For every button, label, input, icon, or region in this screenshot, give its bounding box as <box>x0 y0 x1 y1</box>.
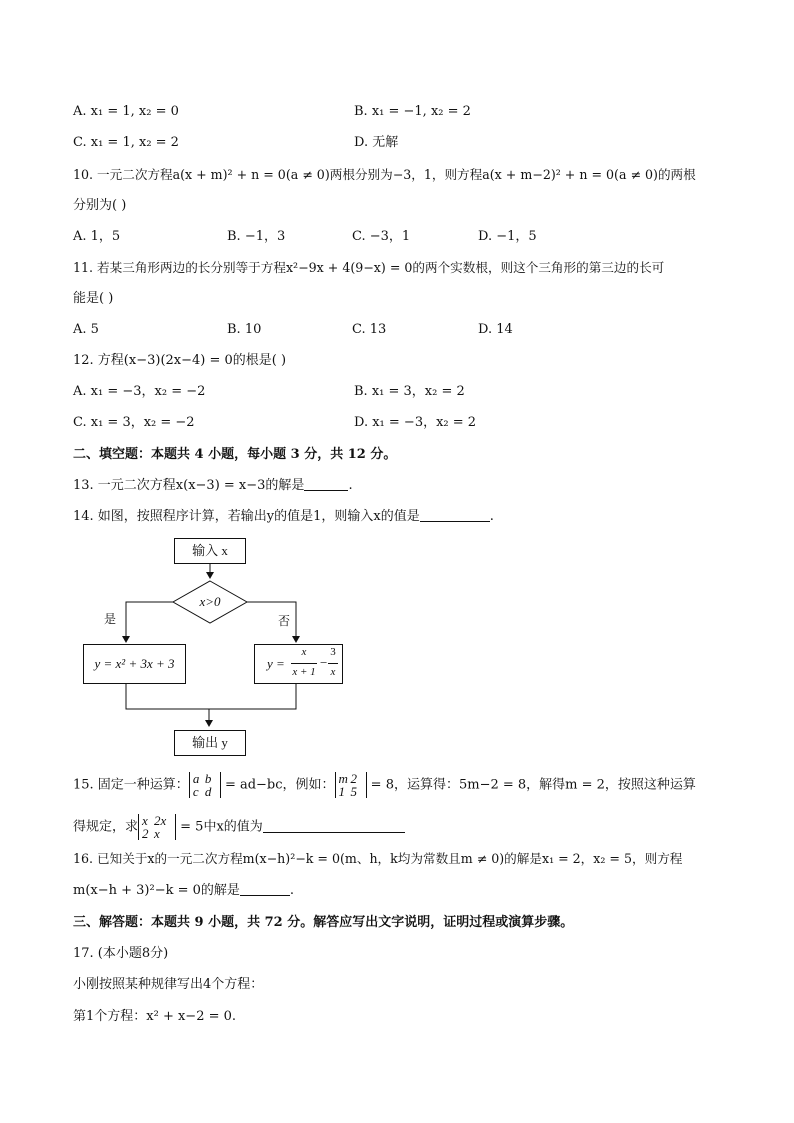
q10-option-c: C. −3，1 <box>352 229 411 244</box>
flow-right-minus: − <box>320 655 328 670</box>
q14 <box>73 508 494 526</box>
q9-option-d: D. 无解 <box>354 135 399 150</box>
flow-output-box: 输出 y <box>174 730 246 756</box>
q16-line2 <box>73 882 294 900</box>
flow-right-y: y = <box>267 656 285 671</box>
q11-stem-line2: 能是( ) <box>73 291 114 306</box>
q16-answer-blank[interactable] <box>240 883 290 896</box>
q15-line1 <box>73 772 696 798</box>
q13-answer-blank[interactable] <box>304 478 348 491</box>
q11-option-d: D. 14 <box>478 322 513 337</box>
flow-right-den2: x <box>330 666 336 678</box>
q11-option-a: A. 5 <box>73 322 99 337</box>
q10-option-d: D. −1，5 <box>478 229 537 244</box>
q15-example-text: = 8，运算得：5m−2 = 8，解得m = 2，按照这种运算 <box>366 777 696 793</box>
q11-option-b: B. 10 <box>227 322 262 337</box>
q16-end: . <box>289 883 295 898</box>
flow-yes-label: 是 <box>104 612 117 626</box>
q10-option-b: B. −1，3 <box>227 229 286 244</box>
q15-answer-blank[interactable] <box>263 820 405 833</box>
flow-right-formula-box <box>254 644 343 684</box>
q15-determinant-question: x 2x 2 x <box>138 814 176 840</box>
q15-determinant-example: m 2 1 5 <box>335 772 367 798</box>
q16-stem-line2: m(x−h + 3)²−k = 0的解是 <box>73 883 240 898</box>
q12-option-a: A. x₁ = −3，x₂ = −2 <box>73 384 206 399</box>
q11-stem-line1: 11. 若某三角形两边的长分别等于方程x²−9x + 4(9−x) = 0的两个实数根，则这个三角形的第三边的长可 <box>73 260 665 275</box>
q17-equation-1: 第1个方程：x² + x−2 = 0. <box>73 1009 237 1024</box>
flow-left-formula-box: y = x² + 3x + 3 <box>83 644 186 684</box>
flow-right-num1: x <box>301 646 307 658</box>
q14-end: . <box>489 509 494 524</box>
q15-determinant-abcd: a b c d <box>189 772 221 798</box>
q9-option-c: C. x₁ = 1, x₂ = 2 <box>73 135 179 150</box>
q15-prefix: 15. 固定一种运算： <box>73 777 189 793</box>
q15-line2-prefix: 得规定，求 <box>73 819 139 835</box>
q12-option-d: D. x₁ = −3，x₂ = 2 <box>354 415 477 430</box>
flow-input-box: 输入 x <box>174 538 246 564</box>
q14-stem: 14. 如图，按照程序计算，若输出y的值是1，则输入x的值是 <box>73 509 420 524</box>
q15-line2-suffix: = 5中x的值为 <box>176 819 263 835</box>
q17-intro: 小刚按照某种规律写出4个方程： <box>73 977 264 992</box>
q13 <box>73 477 353 495</box>
flow-right-num2: 3 <box>330 646 336 658</box>
q10-option-a: A. 1，5 <box>73 229 121 244</box>
flow-condition: x>0 <box>199 594 221 609</box>
flow-no-label: 否 <box>278 614 291 628</box>
q12-option-c: C. x₁ = 3，x₂ = −2 <box>73 415 195 430</box>
flow-right-den1: x + 1 <box>292 666 316 678</box>
q15-line2 <box>73 814 405 840</box>
q15-definition: = ad−bc，例如： <box>220 777 335 793</box>
section-heading-fill-in: 二、填空题：本题共 4 小题，每小题 3 分，共 12 分。 <box>73 447 397 462</box>
q10-stem-line1: 10. 一元二次方程a(x + m)² + n = 0(a ≠ 0)两根分别为−3，1，则方程a(x + m−2)² + n = 0(a ≠ 0)的两根 <box>73 167 696 182</box>
q14-answer-blank[interactable] <box>420 509 490 522</box>
q13-stem: 13. 一元二次方程x(x−3) = x−3的解是 <box>73 478 305 493</box>
q16-stem-line1: 16. 已知关于x的一元二次方程m(x−h)²−k = 0(m、h，k均为常数且m ≠ 0)的解是x₁ = 2，x₂ = 5，则方程 <box>73 851 683 866</box>
q11-option-c: C. 13 <box>352 322 387 337</box>
q17-title: 17. (本小题8分) <box>73 946 169 961</box>
section-heading-solutions: 三、解答题：本题共 9 小题，共 72 分。解答应写出文字说明，证明过程或演算步骤。 <box>73 915 574 930</box>
q12-option-b: B. x₁ = 3，x₂ = 2 <box>354 384 465 399</box>
q13-end: . <box>348 478 353 493</box>
q12-stem: 12. 方程(x−3)(2x−4) = 0的根是( ) <box>73 353 287 368</box>
q9-option-b: B. x₁ = −1, x₂ = 2 <box>354 104 471 119</box>
q9-option-a: A. x₁ = 1, x₂ = 0 <box>73 104 179 119</box>
q10-stem-line2: 分别为( ) <box>73 198 127 213</box>
